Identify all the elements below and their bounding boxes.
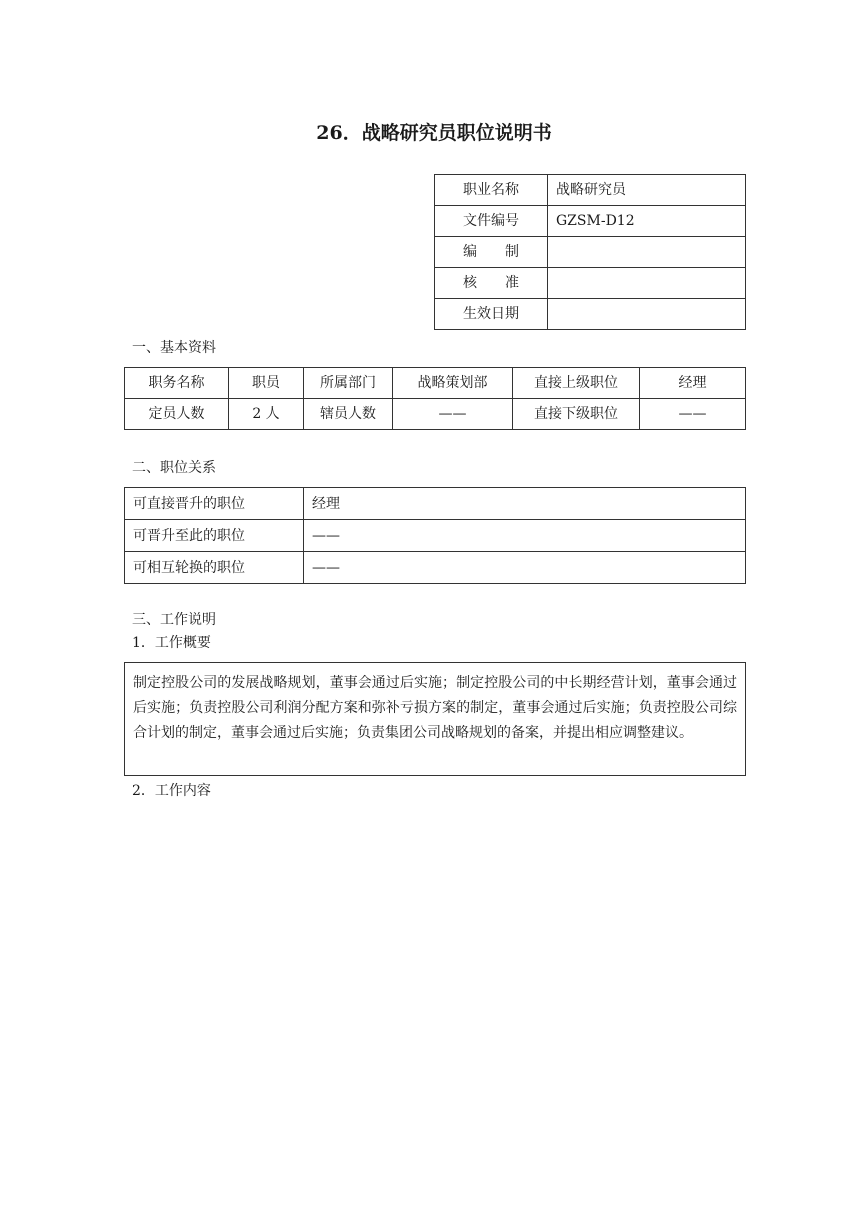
basic-info-heading: 一、基本资料 xyxy=(132,340,216,356)
table-cell: 战略策划部 xyxy=(393,368,513,399)
doc-info-row xyxy=(435,299,746,330)
content-heading: 2．工作内容 xyxy=(132,783,211,799)
doc-info-label: 编 制 xyxy=(435,237,548,268)
table-cell: 经理 xyxy=(640,368,746,399)
table-cell: 辖员人数 xyxy=(304,399,393,430)
relation-value: 经理 xyxy=(304,488,746,520)
relation-value: —— xyxy=(304,552,746,584)
table-row xyxy=(125,488,746,520)
table-cell: 职务名称 xyxy=(125,368,229,399)
table-cell: 职员 xyxy=(229,368,304,399)
overview-heading: 1．工作概要 xyxy=(132,635,211,651)
doc-info-row xyxy=(435,268,746,299)
doc-info-row xyxy=(435,206,746,237)
table-cell: 定员人数 xyxy=(125,399,229,430)
doc-info-value: GZSM-D12 xyxy=(548,206,746,237)
doc-info-row xyxy=(435,237,746,268)
relations-heading: 二、职位关系 xyxy=(132,460,216,476)
table-cell: —— xyxy=(393,399,513,430)
basic-info-table xyxy=(124,367,746,430)
work-heading: 三、工作说明 xyxy=(132,612,216,628)
doc-info-value xyxy=(548,237,746,268)
relation-label: 可相互轮换的职位 xyxy=(125,552,304,584)
table-cell: —— xyxy=(640,399,746,430)
table-row xyxy=(125,368,746,399)
doc-info-value xyxy=(548,268,746,299)
table-cell: 所属部门 xyxy=(304,368,393,399)
relation-label: 可晋升至此的职位 xyxy=(125,520,304,552)
doc-info-label: 文件编号 xyxy=(435,206,548,237)
table-row xyxy=(125,399,746,430)
relation-value: —— xyxy=(304,520,746,552)
table-cell: 直接下级职位 xyxy=(513,399,640,430)
page-title: 26．战略研究员职位说明书 xyxy=(316,122,552,144)
table-cell: 2 人 xyxy=(229,399,304,430)
doc-info-label: 核 准 xyxy=(435,268,548,299)
doc-info-value xyxy=(548,299,746,330)
overview-text: 制定控股公司的发展战略规划，董事会通过后实施；制定控股公司的中长期经营计划，董事会通过后实施；负责控股公司利润分配方案和弥补亏损方案的制定，董事会通过后实施；负责控股公司综合计划的制定，董事会通过后实施；负责集团公司战略规划的备案，并提出相应调整建议。 xyxy=(124,662,746,776)
table-cell: 直接上级职位 xyxy=(513,368,640,399)
relations-table xyxy=(124,487,746,584)
doc-info-value: 战略研究员 xyxy=(548,175,746,206)
doc-info-label: 生效日期 xyxy=(435,299,548,330)
table-row xyxy=(125,552,746,584)
document-info-table xyxy=(434,174,746,330)
doc-info-row xyxy=(435,175,746,206)
table-row xyxy=(125,520,746,552)
relation-label: 可直接晋升的职位 xyxy=(125,488,304,520)
doc-info-label: 职业名称 xyxy=(435,175,548,206)
